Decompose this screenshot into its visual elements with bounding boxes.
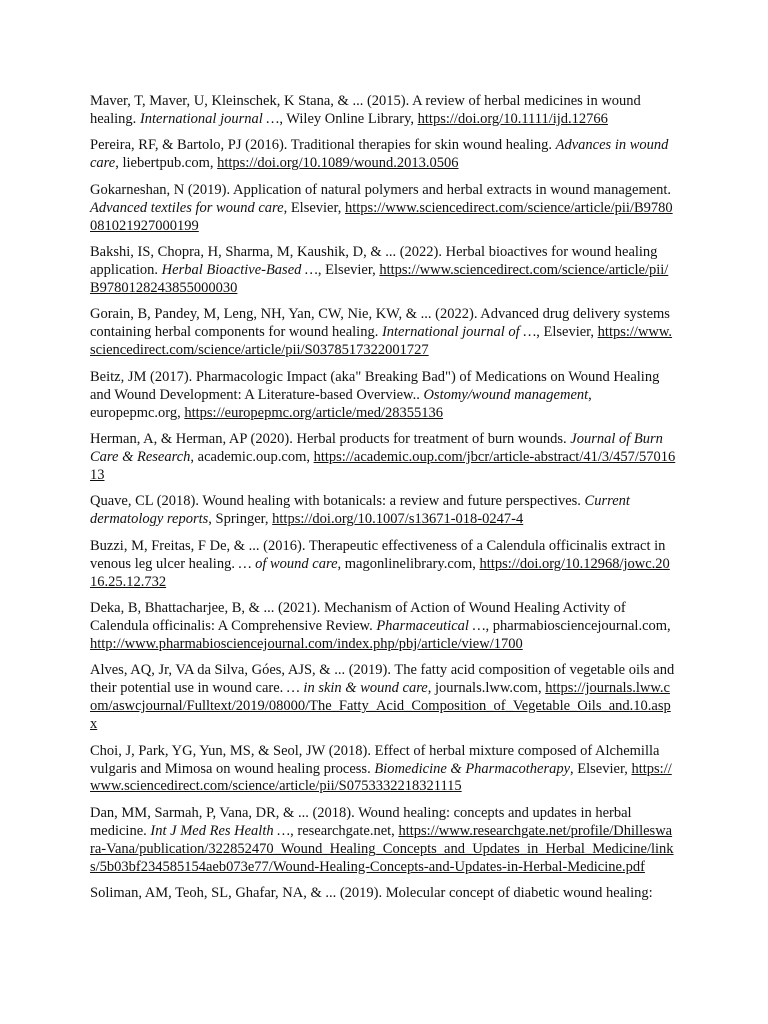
ref-authors: Choi, J, Park, YG, Yun, MS, & Seol, JW (2018).	[90, 742, 372, 759]
ref-journal: … in skin & wound care	[286, 680, 428, 697]
ref-authors: Soliman, AM, Teoh, SL, Ghafar, NA, & ... (2019).	[90, 885, 383, 902]
ref-authors: Herman, A, & Herman, AP (2020).	[90, 431, 293, 448]
ref-journal: Int J Med Res Health …	[150, 822, 291, 839]
reference-entry	[90, 600, 676, 654]
ref-journal: International journal …	[139, 110, 280, 127]
ref-title: Application of natural polymers and herbal extracts in wound management.	[232, 181, 672, 198]
ref-title: Therapeutic effectiveness of a Calendula officinalis extract in venous leg ulcer healing.	[90, 537, 666, 572]
ref-link[interactable]: https://doi.org/10.12968/jowc.2016.25.12.732	[90, 555, 670, 590]
ref-authors: Gorain, B, Pandey, M, Leng, NH, Yan, CW, Nie, KW, & ... (2022).	[90, 306, 478, 323]
ref-publisher: , Springer,	[208, 511, 273, 528]
ref-journal: Advanced textiles for wound care	[90, 199, 284, 216]
ref-title: The fatty acid composition of vegetable oils and their potential use in wound care.	[90, 662, 675, 697]
ref-authors: Alves, AQ, Jr, VA da Silva, Góes, AJS, & ... (2019).	[90, 662, 391, 679]
ref-authors: Deka, B, Bhattacharjee, B, & ... (2021).	[90, 600, 321, 617]
ref-journal: Current dermatology reports	[90, 493, 630, 528]
ref-link[interactable]: https://www.sciencedirect.com/science/article/pii/B9780128243855000030	[90, 262, 669, 296]
ref-journal: Herbal Bioactive-Based …	[161, 262, 318, 279]
ref-title: Advanced drug delivery systems containing herbal components for wound healing.	[90, 306, 670, 341]
reference-entry	[90, 743, 676, 797]
ref-authors: Dan, MM, Sarmah, P, Vana, DR, & ... (2018).	[90, 804, 355, 821]
ref-publisher: , Elsevier,	[283, 199, 345, 216]
ref-link[interactable]: https://academic.oup.com/jbcr/article-abstract/41/3/457/5701613	[90, 448, 676, 483]
ref-journal: Biomedicine & Pharmacotherapy	[374, 760, 571, 777]
ref-link[interactable]: http://www.pharmabiosciencejournal.com/index.php/pbj/article/view/1700	[90, 635, 523, 652]
ref-publisher: , magonlinelibrary.com,	[337, 555, 480, 572]
ref-authors: Bakshi, IS, Chopra, H, Sharma, M, Kaushik, D, & ... (2022).	[90, 244, 443, 261]
ref-publisher: , liebertpub.com,	[115, 155, 218, 172]
ref-journal: … of wound care	[238, 555, 338, 572]
reference-entry	[90, 885, 676, 903]
ref-link[interactable]: https://europepmc.org/article/med/28355136	[184, 404, 444, 421]
ref-authors: Pereira, RF, & Bartolo, PJ (2016).	[90, 137, 288, 154]
ref-authors: Quave, CL (2018).	[90, 493, 199, 510]
ref-link[interactable]: https://doi.org/10.1089/wound.2013.0506	[217, 155, 459, 172]
reference-list	[90, 93, 676, 912]
reference-entry	[90, 805, 676, 877]
ref-publisher: , academic.oup.com,	[190, 448, 314, 465]
reference-entry	[90, 662, 676, 734]
ref-publisher: , Wiley Online Library,	[279, 110, 418, 127]
ref-link[interactable]: https://www.sciencedirect.com/science/article/pii/S0753332218321115	[90, 760, 672, 795]
reference-entry	[90, 306, 676, 360]
ref-authors: Gokarneshan, N (2019).	[90, 181, 231, 198]
reference-entry	[90, 182, 676, 236]
ref-authors: Beitz, JM (2017).	[90, 368, 193, 385]
ref-publisher: , journals.lww.com,	[427, 680, 546, 697]
ref-link[interactable]: https://www.sciencedirect.com/science/article/pii/B9780081021927000199	[90, 199, 673, 234]
ref-publisher: , researchgate.net,	[290, 822, 399, 839]
ref-title: Wound healing with botanicals: a review and future perspectives.	[202, 493, 581, 510]
ref-title: Herbal bioactives for wound healing application.	[90, 244, 658, 279]
reference-entry	[90, 493, 676, 529]
ref-title: Molecular concept of diabetic wound healing:	[385, 885, 653, 902]
ref-journal: Journal of Burn Care & Research	[90, 431, 663, 465]
reference-entry	[90, 137, 676, 173]
reference-entry	[90, 93, 676, 129]
ref-title: Pharmacologic Impact (aka" Breaking Bad") of Medications on Wound Healing and Wound Development: A Literature-based Overview..	[90, 368, 660, 403]
ref-title: Mechanism of Action of Wound Healing Activity of Calendula officinalis: A Comprehensive Review.	[90, 600, 626, 634]
ref-journal: Advances in wound care	[90, 137, 669, 172]
ref-title: Herbal products for treatment of burn wounds.	[296, 431, 567, 448]
ref-title: Traditional therapies for skin wound healing.	[290, 137, 553, 154]
ref-link[interactable]: https://doi.org/10.1111/ijd.12766	[417, 110, 608, 127]
ref-authors: Maver, T, Maver, U, Kleinschek, K Stana, & ... (2015).	[90, 93, 410, 109]
ref-journal: Ostomy/wound management	[423, 386, 589, 403]
ref-publisher: , europepmc.org,	[90, 386, 592, 421]
ref-publisher: , pharmabiosciencejournal.com,	[485, 618, 671, 634]
reference-entry	[90, 369, 676, 423]
ref-authors: Buzzi, M, Freitas, F De, & ... (2016).	[90, 537, 306, 554]
ref-link[interactable]: https://journals.lww.com/aswcjournal/Fulltext/2019/08000/The_Fatty_Acid_Composition_of_Vegetable_Oils_and.10.aspx	[90, 680, 671, 733]
ref-journal: Pharmaceutical …	[376, 618, 486, 634]
ref-publisher: , Elsevier,	[317, 262, 380, 279]
ref-publisher: , Elsevier,	[536, 324, 598, 341]
ref-publisher: , Elsevier,	[570, 760, 632, 777]
reference-entry	[90, 244, 676, 298]
ref-link[interactable]: https://www.researchgate.net/profile/Dhilleswara-Vana/publication/322852470_Wound_Healing_Concepts_and_Updates_in_Herbal_Medicine/links/5b03bf234585154aeb073e77/Wound-Healing-Concepts-and-Updates-in-Herbal-Medicine.pdf	[90, 822, 674, 875]
reference-entry	[90, 538, 676, 592]
ref-link[interactable]: https://doi.org/10.1007/s13671-018-0247-4	[272, 511, 524, 528]
ref-title: Wound healing: concepts and updates in herbal medicine.	[90, 804, 632, 839]
ref-link[interactable]: https://www.sciencedirect.com/science/article/pii/S0378517322001727	[90, 324, 673, 359]
ref-journal: International journal of …	[381, 324, 537, 341]
reference-entry	[90, 431, 676, 485]
ref-title: Effect of herbal mixture composed of Alchemilla vulgaris and Mimosa on wound healing process.	[90, 742, 660, 777]
ref-title: A review of herbal medicines in wound healing.	[90, 93, 641, 127]
